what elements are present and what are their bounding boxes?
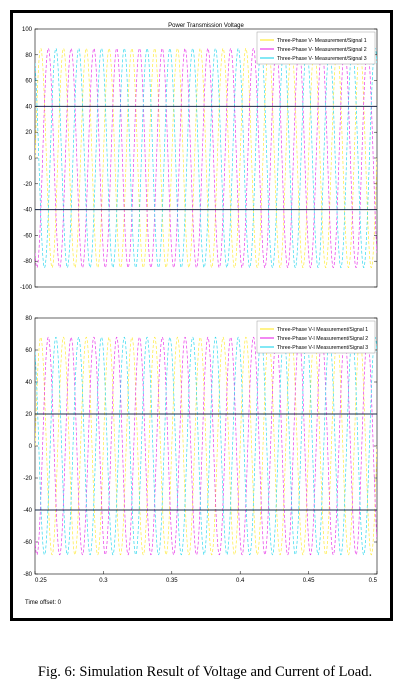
legend-entry-3: Three-Phase V- Measurement/Signal 3 [277,56,367,62]
y-tick-label: -60 [23,540,32,546]
legend-entry-1: Three-Phase V-I Measurement/Signal 1 [277,327,369,333]
y-tick-label: -80 [23,259,32,266]
y-tick-label: -20 [23,476,32,482]
x-tick-label: 0.35 [165,578,178,584]
legend-entry-2: Three-Phase V-I Measurement/Signal 2 [277,336,369,342]
x-tick-label: 0.3 [99,578,108,584]
y-tick-label: 0 [28,444,32,450]
y-tick-label: 80 [25,52,32,59]
y-tick-label: 20 [25,130,32,137]
y-tick-label: -20 [23,181,32,188]
x-axis-label: Time offset: 0 [25,600,62,606]
legend-entry-1: Three-Phase V- Measurement/Signal 1 [277,38,367,44]
y-tick-label: 80 [25,316,32,322]
y-tick-label: 100 [21,27,32,33]
x-tick-label: 0.4 [236,578,245,584]
chart-panel-1 [20,23,377,291]
y-tick-label: -60 [23,233,32,240]
x-tick-label: 0.5 [368,578,377,584]
y-tick-label: 20 [25,412,32,418]
chart-title: Power Transmission Voltage [168,23,244,29]
y-tick-label: 60 [25,78,32,85]
plot-area [35,29,377,287]
y-tick-label: -80 [23,572,32,578]
x-tick-label: 0.25 [35,578,47,584]
legend-entry-2: Three-Phase V- Measurement/Signal 2 [277,47,367,53]
figure-caption: Fig. 6: Simulation Result of Voltage and Current of Load. [37,664,373,680]
y-tick-label: 0 [28,156,32,162]
y-tick-label: -100 [19,285,32,291]
y-tick-label: 40 [25,104,32,111]
y-tick-label: 40 [25,380,32,386]
y-tick-label: 60 [25,348,32,354]
chart-panel-2 [23,316,377,606]
legend-entry-3: Three-Phase V-I Measurement/Signal 3 [277,345,369,351]
y-tick-label: -40 [23,207,32,214]
x-tick-label: 0.45 [302,578,315,584]
y-tick-label: -40 [23,508,32,514]
